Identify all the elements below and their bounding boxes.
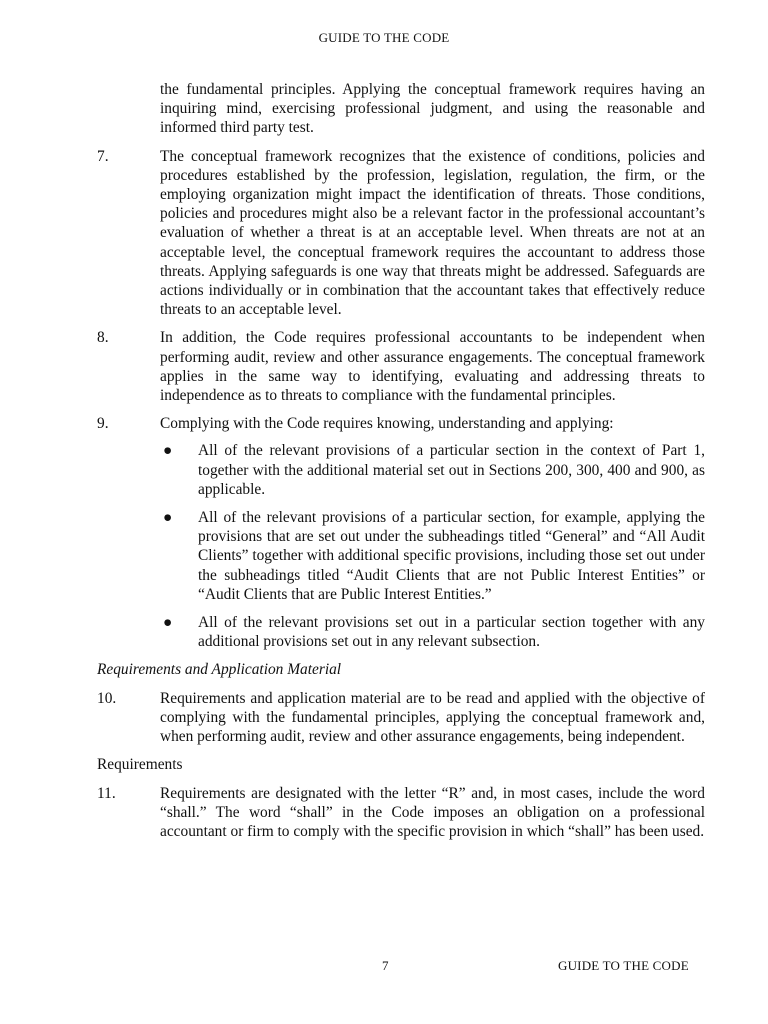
running-header: GUIDE TO THE CODE: [318, 30, 450, 45]
paragraph-7: [97, 147, 705, 320]
paragraph-text: the fundamental principles. Applying the conceptual framework requires having an inquiring mind, exercising professional judgment, and using the reasonable and informed third party test.: [160, 81, 705, 137]
bullet-icon: ●: [163, 442, 173, 460]
paragraph-number: 11.: [97, 784, 116, 802]
list-item-text: All of the relevant provisions set out in a particular section together with any additional provisions set out in any relevant subsection.: [198, 614, 705, 651]
list-item: [97, 508, 705, 604]
section-heading-requirements-application-material: Requirements and Application Material: [97, 661, 342, 679]
paragraph-text: Requirements and application material are to be read and applied with the objective of complying with the fundamental principles, applying the conceptual framework and, when performing audit, review and other assurance engagements, being independent.: [160, 689, 705, 746]
list-item-text: All of the relevant provisions of a particular section in the context of Part 1, together with the additional material set out in Sections 200, 300, 400 and 900, as applicable.: [198, 442, 705, 498]
paragraph-text: The conceptual framework recognizes that the existence of conditions, policies and procedures established by the profession, legislation, regulation, the firm, or the employing organization might impact the identification of threats. Those conditions, policies and procedures might also be a relevant factor in the professional accountant’s evaluation of whether a threat is at an acceptable level. When threats are not at an acceptable level, the conceptual framework requires the accountant to address those threats. Applying safeguards is one way that threats might be addressed. Safeguards are actions individually or in combination that the accountant takes that effectively reduce threats to an acceptable level.: [160, 147, 705, 319]
paragraph-number: 9.: [97, 415, 109, 433]
paragraph-continuation: [97, 80, 705, 138]
paragraph-8: [97, 328, 705, 405]
paragraph-10: [97, 689, 705, 747]
page-number: 7: [382, 958, 389, 973]
paragraph-text: Requirements are designated with the letter “R” and, in most cases, include the word “shall.” The word “shall” in the Code imposes an obligation on a professional accountant or firm to comply with the specific provision in which “shall” has been used.: [160, 784, 705, 840]
list-item: [97, 441, 705, 499]
document-body: [97, 80, 705, 850]
paragraph-text: Complying with the Code requires knowing, understanding and applying:: [160, 415, 614, 433]
bullet-icon: ●: [163, 509, 173, 527]
section-heading-requirements: Requirements: [97, 756, 183, 774]
list-item: [97, 613, 705, 651]
bullet-list: [97, 441, 705, 651]
paragraph-11: [97, 784, 705, 842]
paragraph-text: In addition, the Code requires professional accountants to be independent when performing audit, review and other assurance engagements. The conceptual framework applies in the same way to identifying, evaluating and addressing threats to independence as to threats to compliance with the fundamental principles.: [160, 329, 705, 405]
footer-title: GUIDE TO THE CODE: [558, 958, 689, 973]
paragraph-9: [97, 414, 705, 433]
bullet-icon: ●: [163, 614, 173, 632]
list-item-text: All of the relevant provisions of a particular section, for example, applying the provisions that are set out under the subheadings titled “General” and “All Audit Clients” together with additional specific provisions, including those set out under the subheadings titled “Audit Clients that are not Public Interest Entities” or “Audit Clients that are Public Interest Entities.”: [198, 509, 705, 603]
paragraph-number: 10.: [97, 689, 117, 707]
paragraph-number: 7.: [97, 147, 109, 165]
paragraph-number: 8.: [97, 329, 109, 347]
